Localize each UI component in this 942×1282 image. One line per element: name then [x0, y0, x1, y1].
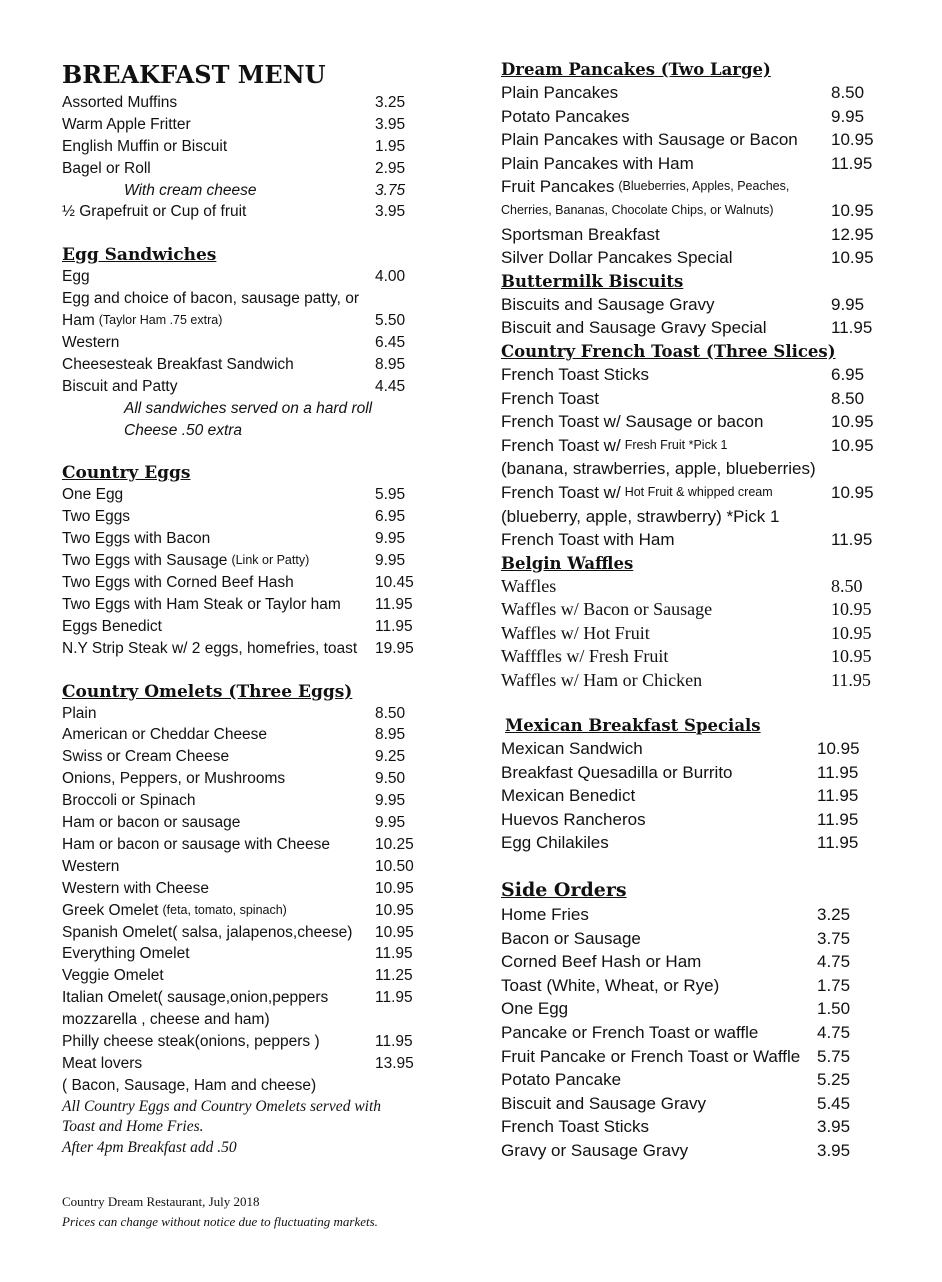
menu-item-detail: (feta, tomato, spinach) [162, 902, 287, 917]
menu-item-name: French Toast [501, 388, 599, 408]
menu-item-name: Plain Pancakes with Sausage or Bacon [501, 130, 798, 150]
menu-item-name: Biscuit and Sausage Gravy Special [501, 318, 767, 338]
menu-item [501, 481, 881, 505]
menu-item-name: ½ Grapefruit or Cup of fruit [62, 203, 247, 221]
menu-item [62, 616, 432, 638]
menu-item-name: Meat lovers [62, 1054, 143, 1072]
menu-item [62, 201, 432, 223]
menu-item-price: 6.95 [831, 364, 865, 384]
menu-item [62, 92, 432, 114]
menu-item-name: Greek Omelet [62, 901, 159, 919]
menu-item [62, 550, 432, 572]
menu-item-name: Assorted Muffins [62, 94, 178, 111]
menu-item [501, 927, 881, 951]
menu-item-name: Two Eggs with Bacon [62, 530, 211, 548]
footer-restaurant: Country Dream Restaurant, July 2018 [62, 1194, 260, 1209]
menu-item-price: 5.25 [817, 1070, 851, 1090]
menu-item-name: Two Eggs [62, 508, 131, 526]
menu-item-name: French Toast w/ Sausage or bacon [501, 412, 764, 432]
menu-item-price: 9.95 [375, 792, 406, 810]
menu-item [501, 598, 881, 622]
menu-item-price: 10.95 [375, 923, 414, 941]
menu-title: BREAKFAST MENU [62, 60, 326, 89]
menu-item-name: Sportsman Breakfast [501, 224, 660, 244]
menu-item-price: 3.75 [375, 181, 406, 199]
menu-item [62, 484, 432, 506]
menu-item-price: 9.50 [375, 770, 406, 788]
menu-item-name: Egg and choice of bacon, sausage patty, or [62, 290, 359, 308]
menu-item-name: Western [62, 857, 120, 875]
biscuits-list [501, 293, 881, 340]
menu-item [62, 987, 432, 1009]
menu-item-name: Two Eggs with Corned Beef Hash [62, 574, 294, 592]
menu-item [501, 1115, 881, 1139]
french-toast-list [501, 363, 881, 552]
menu-item [501, 903, 881, 927]
menu-item-name: Ham or bacon or sausage with Cheese [62, 835, 330, 853]
menu-item [62, 943, 432, 965]
menu-item [501, 575, 881, 599]
menu-item [501, 434, 881, 458]
menu-item-name: Fruit Pancake or French Toast or Waffle [501, 1046, 801, 1066]
menu-item-name: Bagel or Roll [62, 159, 151, 177]
menu-item-price: 10.95 [817, 739, 860, 758]
menu-item-name: Onions, Peppers, or Mushrooms [62, 770, 286, 788]
menu-item [62, 288, 432, 310]
menu-item [501, 974, 881, 998]
menu-item [501, 410, 881, 434]
menu-item [501, 457, 881, 481]
menu-item [62, 724, 432, 746]
menu-item [62, 594, 432, 616]
menu-item [62, 922, 432, 944]
menu-item [501, 950, 881, 974]
menu-item-price: 5.95 [375, 486, 406, 504]
menu-item-name: Everything Omelet [62, 945, 190, 963]
menu-item [501, 81, 881, 105]
section-heading-mexican: Mexican Breakfast Specials [505, 716, 761, 735]
menu-item [62, 572, 432, 594]
menu-item-name: Philly cheese steak(onions, peppers ) [62, 1032, 320, 1050]
menu-item-price: 6.45 [375, 334, 406, 352]
menu-item-name: Swiss or Cream Cheese [62, 748, 230, 766]
menu-item [62, 834, 432, 856]
menu-item-price: 11.95 [375, 945, 413, 963]
menu-item-price: 11.95 [817, 809, 859, 829]
menu-item-name: Huevos Rancheros [501, 809, 646, 829]
menu-item [501, 997, 881, 1021]
menu-item-price: 1.50 [817, 999, 851, 1019]
menu-item-name: Eggs Benedict [62, 617, 162, 635]
menu-item-price: 10.95 [831, 130, 874, 150]
menu-item-price: 3.25 [375, 94, 406, 111]
menu-item-name: Spanish Omelet( salsa, jalapenos,cheese) [62, 923, 353, 941]
menu-item-name: (blueberry, apple, strawberry) *Pick 1 [501, 506, 780, 526]
menu-item-name: French Toast w/ [501, 435, 621, 455]
menu-item [62, 900, 432, 922]
menu-item-price: 11.95 [817, 833, 859, 853]
omelet-note: After 4pm Breakfast add .50 [62, 1138, 237, 1156]
menu-item [501, 528, 881, 552]
menu-item-name: One Egg [62, 486, 124, 504]
menu-item-name: Western with Cheese [62, 879, 210, 897]
menu-item-price: 13.95 [375, 1054, 414, 1072]
menu-item-name: Western [62, 334, 120, 352]
menu-item [62, 354, 432, 376]
menu-item-price: 3.95 [375, 203, 406, 221]
menu-item [62, 266, 432, 288]
menu-item-price: 11.95 [375, 989, 413, 1007]
menu-item-price: 4.75 [817, 1022, 851, 1042]
menu-item [501, 246, 881, 270]
menu-item [501, 1021, 881, 1045]
menu-item [501, 152, 881, 176]
footer-disclaimer: Prices can change without notice due to fluctuating markets. [62, 1214, 378, 1229]
menu-item [62, 114, 432, 136]
menu-item-price: 19.95 [375, 639, 414, 657]
menu-item [501, 1045, 881, 1069]
menu-item-price: 2.95 [375, 159, 406, 177]
menu-item [62, 1031, 432, 1053]
menu-item-price: 6.95 [375, 508, 406, 526]
menu-item-detail: Cherries, Bananas, Chocolate Chips, or Walnuts) [501, 202, 774, 217]
menu-item-name: Plain Pancakes [501, 83, 619, 102]
menu-item-price: 8.50 [375, 704, 406, 722]
menu-item-name: Broccoli or Spinach [62, 792, 196, 810]
section-heading-waffles: Belgin Waffles [501, 553, 634, 573]
menu-item-price: 11.95 [375, 1032, 413, 1050]
menu-item-name: Italian Omelet( sausage,onion,peppers [62, 989, 329, 1007]
menu-item-price: 10.95 [375, 901, 414, 919]
menu-item-detail: Hot Fruit & whipped cream [624, 484, 773, 499]
menu-item [501, 622, 881, 646]
menu-item-price: 12.95 [831, 224, 874, 244]
menu-item-price: 9.95 [375, 530, 406, 548]
menu-item [501, 761, 881, 785]
menu-item-name: Warm Apple Fritter [62, 115, 191, 133]
menu-item-name: Toast (White, Wheat, or Rye) [501, 975, 720, 995]
menu-item-detail: (Link or Patty) [231, 553, 310, 568]
menu-item-name: French Toast w/ [501, 482, 621, 502]
right-column [501, 58, 881, 693]
menu-item [501, 669, 881, 693]
menu-item-name: Waffles w/ Ham or Chicken [501, 670, 703, 691]
menu-item [62, 856, 432, 878]
menu-item [62, 136, 432, 158]
menu-item-detail: Fresh Fruit *Pick 1 [624, 437, 728, 452]
menu-item-price: 10.95 [831, 248, 874, 268]
menu-item-price: 9.95 [375, 552, 406, 570]
menu-item [62, 1053, 432, 1075]
menu-item-name: Bacon or Sausage [501, 928, 641, 948]
menu-item-name: Fruit Pancakes [501, 177, 615, 197]
menu-item-name: Biscuit and Sausage Gravy [501, 1093, 707, 1113]
menu-item [62, 878, 432, 900]
menu-item-price: 10.95 [831, 435, 874, 455]
menu-item-name: ( Bacon, Sausage, Ham and cheese) [62, 1076, 317, 1094]
menu-item [501, 175, 881, 199]
menu-item [62, 812, 432, 834]
menu-item-name: Pancake or French Toast or waffle [501, 1022, 759, 1042]
menu-item [501, 293, 881, 317]
menu-item-price: 3.95 [817, 1140, 851, 1160]
menu-item [62, 638, 432, 660]
menu-item-price: 11.95 [831, 530, 873, 550]
menu-item-price: 1.75 [817, 975, 851, 995]
menu-item-price: 8.95 [375, 726, 406, 744]
menu-item-price: 10.95 [831, 412, 874, 432]
menu-item-price: 3.25 [817, 904, 851, 924]
menu-item-name: Corned Beef Hash or Ham [501, 952, 702, 972]
menu-item [501, 105, 881, 129]
menu-item-name: Egg Chilakiles [501, 833, 609, 853]
menu-item-price: 11.95 [817, 762, 859, 782]
menu-item [501, 737, 881, 761]
menu-item [501, 387, 881, 411]
menu-item-name: French Toast with Ham [501, 530, 675, 550]
menu-item-name: Biscuit and Patty [62, 377, 178, 395]
menu-item-price: 11.95 [831, 153, 873, 173]
menu-item [501, 199, 881, 223]
menu-item [62, 746, 432, 768]
menu-item-price: 4.45 [375, 377, 406, 395]
menu-item-name: (banana, strawberries, apple, blueberries) [501, 459, 816, 479]
menu-item-price: 10.50 [375, 857, 414, 875]
menu-item-name: Biscuits and Sausage Gravy [501, 294, 715, 314]
menu-item-name: French Toast Sticks [501, 1117, 650, 1137]
menu-item-price: 10.25 [375, 835, 414, 853]
section-heading-french-toast: Country French Toast (Three Slices) [501, 341, 836, 361]
menu-item [501, 128, 881, 152]
menu-item [62, 768, 432, 790]
menu-item-name: Veggie Omelet [62, 967, 164, 985]
menu-item-name: Gravy or Sausage Gravy [501, 1140, 689, 1160]
menu-item-name: Cheesesteak Breakfast Sandwich [62, 355, 294, 373]
menu-item-name: Waffles w/ Bacon or Sausage [501, 599, 713, 620]
menu-item-price: 5.45 [817, 1093, 851, 1113]
omelets-list [62, 703, 432, 1097]
menu-item-price: 9.95 [831, 106, 865, 126]
section-heading-biscuits: Buttermilk Biscuits [501, 271, 684, 291]
section-heading-country-eggs: Country Eggs [62, 463, 191, 484]
menu-item-price: 5.50 [375, 312, 406, 330]
menu-item [501, 1139, 881, 1163]
sandwich-note: Cheese .50 extra [124, 421, 243, 439]
menu-item-detail: (Blueberries, Apples, Peaches, [618, 179, 790, 194]
menu-item-name: Silver Dollar Pancakes Special [501, 248, 733, 268]
pancakes-list [501, 81, 881, 270]
menu-item-name: Two Eggs with Sausage [62, 552, 228, 570]
section-heading-pancakes: Dream Pancakes (Two Large) [501, 60, 771, 79]
egg-sandwiches-list [62, 266, 432, 397]
footer [62, 1192, 378, 1232]
menu-item [62, 332, 432, 354]
menu-item-price: 1.95 [375, 137, 406, 155]
menu-item [501, 831, 881, 855]
menu-item [62, 965, 432, 987]
menu-item [501, 784, 881, 808]
menu-item-price: 4.00 [375, 268, 406, 286]
menu-item-name: American or Cheddar Cheese [62, 726, 268, 744]
menu-item-price: 3.75 [817, 928, 851, 948]
country-eggs-list [62, 484, 432, 659]
menu-item [62, 703, 432, 725]
menu-item [62, 528, 432, 550]
menu-item-price: 11.25 [375, 967, 413, 985]
menu-item-price: 10.45 [375, 574, 414, 592]
menu-item-name: Ham [62, 312, 95, 330]
menu-item-name: Breakfast Quesadilla or Burrito [501, 762, 733, 782]
menu-item-price: 10.95 [831, 482, 874, 502]
menu-item [501, 1092, 881, 1116]
menu-item [62, 310, 432, 332]
menu-item-price: 4.75 [817, 952, 851, 972]
menu-item-price: 11.95 [375, 595, 413, 613]
menu-item-price: 10.95 [831, 646, 872, 667]
menu-item [501, 223, 881, 247]
waffles-list [501, 575, 881, 693]
menu-item-name: Waffles [501, 575, 557, 596]
menu-item-name: Home Fries [501, 904, 589, 924]
menu-item-price: 3.95 [817, 1117, 851, 1137]
menu-item-name: With cream cheese [124, 181, 257, 199]
omelet-note: Toast and Home Fries. [62, 1118, 204, 1136]
menu-item-price: 10.95 [375, 879, 414, 897]
menu-item [62, 180, 432, 202]
menu-item-price: 11.95 [817, 786, 859, 806]
menu-item-name: Ham or bacon or sausage [62, 814, 241, 832]
omelet-note: All Country Eggs and Country Omelets served with [62, 1097, 382, 1115]
menu-item-detail: (Taylor Ham .75 extra) [98, 313, 223, 328]
section-heading-sides: Side Orders [501, 878, 627, 901]
menu-item-name: N.Y Strip Steak w/ 2 eggs, homefries, toast [62, 639, 358, 657]
menu-item-price: 8.50 [831, 83, 865, 102]
menu-item-name: One Egg [501, 999, 569, 1019]
menu-item [501, 645, 881, 669]
menu-item-price: 10.95 [831, 200, 874, 220]
menu-item-price: 11.95 [375, 617, 413, 635]
menu-item-name: Wafffles w/ Fresh Fruit [501, 646, 669, 667]
menu-item [501, 1068, 881, 1092]
menu-item-price: 8.50 [831, 575, 863, 596]
menu-item-name: Mexican Sandwich [501, 739, 643, 758]
menu-item [62, 1075, 432, 1097]
left-column [62, 58, 432, 1158]
menu-item-price: 8.95 [375, 355, 406, 373]
section-heading-egg-sandwiches: Egg Sandwiches [62, 245, 217, 266]
menu-item [501, 363, 881, 387]
menu-item [62, 790, 432, 812]
mexican-list [501, 737, 881, 855]
menu-item-price: 11.95 [831, 318, 873, 338]
menu-item-name: Potato Pancakes [501, 106, 630, 126]
menu-item-name: Potato Pancake [501, 1070, 622, 1090]
menu-item-name: Plain Pancakes with Ham [501, 153, 694, 173]
menu-item-price: 10.95 [831, 599, 872, 620]
menu-item-name: Mexican Benedict [501, 786, 636, 806]
menu-item-price: 9.25 [375, 748, 406, 766]
menu-item [62, 376, 432, 398]
menu-item [62, 158, 432, 180]
menu-item-name: Plain [62, 704, 97, 722]
menu-item [501, 808, 881, 832]
menu-item [501, 505, 881, 529]
menu-item-price: 3.95 [375, 115, 406, 133]
menu-item-price: 9.95 [375, 814, 406, 832]
menu-item-price: 10.95 [831, 622, 872, 643]
breakfast-items-list [62, 92, 432, 223]
sandwich-note: All sandwiches served on a hard roll [124, 399, 373, 417]
menu-item-price: 8.50 [831, 388, 865, 408]
menu-item-name: French Toast Sticks [501, 364, 650, 384]
side-orders-list [501, 903, 881, 1163]
menu-item [501, 316, 881, 340]
right-column-lower [501, 714, 881, 1163]
menu-item-price: 5.75 [817, 1046, 851, 1066]
menu-item-name: Waffles w/ Hot Fruit [501, 622, 650, 643]
menu-item-name: English Muffin or Biscuit [62, 137, 228, 155]
menu-item [62, 1009, 432, 1031]
menu-item-price: 11.95 [831, 670, 871, 691]
menu-item-name: Two Eggs with Ham Steak or Taylor ham [62, 595, 341, 613]
section-heading-omelets: Country Omelets (Three Eggs) [62, 681, 353, 702]
menu-item [62, 506, 432, 528]
menu-item-name: Egg [62, 268, 90, 286]
menu-item-name: mozzarella , cheese and ham) [62, 1011, 270, 1029]
menu-item-price: 9.95 [831, 294, 865, 314]
